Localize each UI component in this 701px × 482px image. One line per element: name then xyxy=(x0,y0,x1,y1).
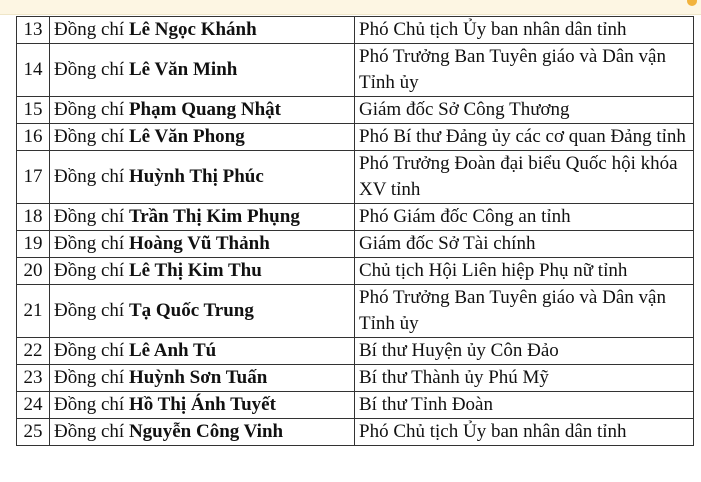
table-row xyxy=(17,365,694,392)
table-row xyxy=(17,258,694,285)
person-name: Huỳnh Sơn Tuấn xyxy=(128,367,268,388)
name-cell xyxy=(50,44,355,97)
role-cell: Phó Trưởng Ban Tuyên giáo và Dân vận Tỉnh ủy xyxy=(355,44,694,97)
honorific: Đồng chí xyxy=(54,126,125,147)
honorific: Đồng chí xyxy=(54,99,125,120)
row-number: 16 xyxy=(17,124,50,151)
honorific: Đồng chí xyxy=(54,19,125,40)
person-name: Huỳnh Thị Phúc xyxy=(128,166,264,187)
table-row xyxy=(17,338,694,365)
table-row xyxy=(17,44,694,97)
row-number: 18 xyxy=(17,204,50,231)
table-row xyxy=(17,231,694,258)
role-cell: Bí thư Thành ủy Phú Mỹ xyxy=(355,365,694,392)
role-cell: Bí thư Tỉnh Đoàn xyxy=(355,392,694,419)
honorific: Đồng chí xyxy=(54,367,125,388)
row-number: 15 xyxy=(17,97,50,124)
row-number: 14 xyxy=(17,44,50,97)
honorific: Đồng chí xyxy=(54,206,125,227)
row-number: 13 xyxy=(17,17,50,44)
name-cell xyxy=(50,365,355,392)
name-cell xyxy=(50,231,355,258)
honorific: Đồng chí xyxy=(54,260,125,281)
notification-icon xyxy=(687,0,697,6)
row-number: 21 xyxy=(17,285,50,338)
person-name: Hoàng Vũ Thảnh xyxy=(128,233,270,254)
honorific: Đồng chí xyxy=(54,394,125,415)
person-name: Nguyễn Công Vinh xyxy=(128,421,284,442)
person-name: Lê Thị Kim Thu xyxy=(128,260,262,281)
role-cell: Phó Giám đốc Công an tỉnh xyxy=(355,204,694,231)
role-cell: Phó Trưởng Đoàn đại biểu Quốc hội khóa XV tỉnh xyxy=(355,151,694,204)
role-cell: Giám đốc Sở Tài chính xyxy=(355,231,694,258)
role-cell: Phó Trưởng Ban Tuyên giáo và Dân vận Tỉnh ủy xyxy=(355,285,694,338)
name-cell xyxy=(50,97,355,124)
person-name: Tạ Quốc Trung xyxy=(128,300,254,321)
table-row xyxy=(17,419,694,446)
name-cell xyxy=(50,258,355,285)
role-cell: Phó Chủ tịch Ủy ban nhân dân tỉnh xyxy=(355,419,694,446)
person-name: Lê Văn Phong xyxy=(128,126,245,147)
name-cell xyxy=(50,151,355,204)
honorific: Đồng chí xyxy=(54,300,125,321)
personnel-table-body xyxy=(17,17,694,446)
person-name: Hồ Thị Ánh Tuyết xyxy=(128,394,276,415)
honorific: Đồng chí xyxy=(54,166,125,187)
row-number: 20 xyxy=(17,258,50,285)
name-cell xyxy=(50,17,355,44)
honorific: Đồng chí xyxy=(54,233,125,254)
top-notification-strip xyxy=(0,0,701,15)
name-cell xyxy=(50,124,355,151)
row-number: 22 xyxy=(17,338,50,365)
role-cell: Giám đốc Sở Công Thương xyxy=(355,97,694,124)
table-row xyxy=(17,124,694,151)
role-cell: Chủ tịch Hội Liên hiệp Phụ nữ tỉnh xyxy=(355,258,694,285)
person-name: Lê Ngọc Khánh xyxy=(128,19,257,40)
row-number: 23 xyxy=(17,365,50,392)
name-cell xyxy=(50,419,355,446)
role-cell: Phó Bí thư Đảng ủy các cơ quan Đảng tỉnh xyxy=(355,124,694,151)
row-number: 24 xyxy=(17,392,50,419)
person-name: Lê Anh Tú xyxy=(128,340,217,361)
table-row xyxy=(17,151,694,204)
table-row xyxy=(17,285,694,338)
table-row xyxy=(17,392,694,419)
row-number: 19 xyxy=(17,231,50,258)
name-cell xyxy=(50,204,355,231)
honorific: Đồng chí xyxy=(54,421,125,442)
table-row xyxy=(17,17,694,44)
name-cell xyxy=(50,285,355,338)
honorific: Đồng chí xyxy=(54,340,125,361)
person-name: Lê Văn Minh xyxy=(128,59,238,80)
role-cell: Phó Chủ tịch Ủy ban nhân dân tỉnh xyxy=(355,17,694,44)
row-number: 25 xyxy=(17,419,50,446)
name-cell xyxy=(50,392,355,419)
name-cell xyxy=(50,338,355,365)
table-row xyxy=(17,97,694,124)
person-name: Trần Thị Kim Phụng xyxy=(128,206,300,227)
personnel-table xyxy=(16,16,694,446)
person-name: Phạm Quang Nhật xyxy=(128,99,281,120)
role-cell: Bí thư Huyện ủy Côn Đảo xyxy=(355,338,694,365)
row-number: 17 xyxy=(17,151,50,204)
honorific: Đồng chí xyxy=(54,59,125,80)
table-row xyxy=(17,204,694,231)
